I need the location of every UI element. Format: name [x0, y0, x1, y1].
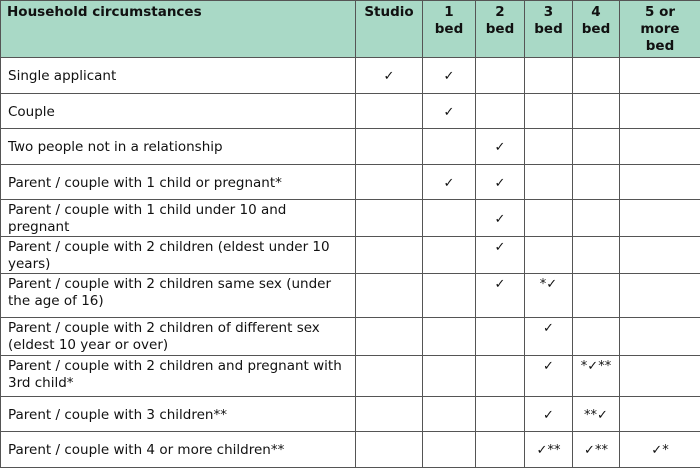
eligibility-cell [525, 129, 573, 165]
eligibility-cell [620, 237, 700, 274]
eligibility-cell [356, 237, 423, 274]
eligibility-cell [525, 94, 573, 129]
eligibility-cell [573, 200, 620, 237]
column-header: 1 bed [423, 1, 476, 58]
eligibility-cell [620, 58, 700, 94]
eligibility-cell [423, 129, 476, 165]
eligibility-cell [356, 129, 423, 165]
eligibility-cell: ✓ [525, 318, 573, 356]
row-label: Parent / couple with 2 children (eldest under 10 years) [1, 237, 356, 274]
eligibility-cell [573, 58, 620, 94]
eligibility-cell [620, 318, 700, 356]
eligibility-cell: ✓ [356, 58, 423, 94]
eligibility-cell: ✓ [476, 165, 525, 200]
table-row [1, 318, 700, 356]
eligibility-cell [356, 432, 423, 468]
eligibility-cell [620, 129, 700, 165]
eligibility-cell [573, 274, 620, 318]
table-row [1, 397, 700, 432]
column-header: 4 bed [573, 1, 620, 58]
eligibility-cell [620, 165, 700, 200]
column-header: Household circumstances [1, 1, 356, 58]
eligibility-cell [620, 200, 700, 237]
eligibility-cell: **✓ [573, 397, 620, 432]
eligibility-cell [356, 397, 423, 432]
table-row [1, 274, 700, 318]
column-header: Studio [356, 1, 423, 58]
column-header: 5 or more bed [620, 1, 700, 58]
eligibility-cell [476, 318, 525, 356]
row-label: Parent / couple with 1 child under 10 and pregnant [1, 200, 356, 237]
eligibility-cell [525, 200, 573, 237]
eligibility-cell: ✓ [525, 356, 573, 397]
eligibility-cell: ✓ [423, 58, 476, 94]
eligibility-cell: ✓* [620, 432, 700, 468]
eligibility-cell [423, 318, 476, 356]
eligibility-cell [356, 200, 423, 237]
eligibility-cell [573, 318, 620, 356]
eligibility-cell [525, 237, 573, 274]
row-label: Parent / couple with 2 children and pregnant with 3rd child* [1, 356, 356, 397]
row-label: Parent / couple with 3 children** [1, 397, 356, 432]
header-row [1, 1, 700, 58]
eligibility-cell: ✓ [525, 397, 573, 432]
eligibility-cell: ✓** [573, 432, 620, 468]
eligibility-cell [573, 129, 620, 165]
eligibility-cell: ✓ [423, 94, 476, 129]
eligibility-cell [423, 356, 476, 397]
table-row [1, 129, 700, 165]
eligibility-cell [423, 432, 476, 468]
table-row [1, 94, 700, 129]
eligibility-cell [573, 165, 620, 200]
row-label: Two people not in a relationship [1, 129, 356, 165]
eligibility-cell [356, 274, 423, 318]
eligibility-cell [476, 94, 525, 129]
table-row [1, 200, 700, 237]
row-label: Parent / couple with 2 children of different sex (eldest 10 year or over) [1, 318, 356, 356]
eligibility-cell [356, 165, 423, 200]
eligibility-cell [423, 200, 476, 237]
eligibility-cell [476, 58, 525, 94]
column-header: 3 bed [525, 1, 573, 58]
eligibility-cell: ✓ [423, 165, 476, 200]
column-header: 2 bed [476, 1, 525, 58]
row-label: Parent / couple with 2 children same sex (under the age of 16) [1, 274, 356, 318]
eligibility-cell [573, 237, 620, 274]
eligibility-cell [620, 274, 700, 318]
eligibility-cell: ✓ [476, 274, 525, 318]
row-label: Parent / couple with 1 child or pregnant* [1, 165, 356, 200]
eligibility-cell: ✓** [525, 432, 573, 468]
eligibility-cell [620, 94, 700, 129]
eligibility-cell [620, 356, 700, 397]
eligibility-cell [573, 94, 620, 129]
eligibility-cell [356, 318, 423, 356]
eligibility-cell [620, 397, 700, 432]
eligibility-cell: *✓ [525, 274, 573, 318]
eligibility-cell [356, 94, 423, 129]
eligibility-cell [423, 397, 476, 432]
table-row [1, 356, 700, 397]
eligibility-cell: *✓** [573, 356, 620, 397]
eligibility-cell [356, 356, 423, 397]
eligibility-cell: ✓ [476, 200, 525, 237]
table-row [1, 432, 700, 468]
row-label: Parent / couple with 4 or more children** [1, 432, 356, 468]
eligibility-cell: ✓ [476, 129, 525, 165]
eligibility-cell [423, 274, 476, 318]
eligibility-cell: ✓ [476, 237, 525, 274]
table-row [1, 58, 700, 94]
table-row [1, 165, 700, 200]
eligibility-cell [423, 237, 476, 274]
eligibility-cell [525, 165, 573, 200]
eligibility-cell [525, 58, 573, 94]
row-label: Couple [1, 94, 356, 129]
eligibility-cell [476, 397, 525, 432]
row-label: Single applicant [1, 58, 356, 94]
eligibility-cell [476, 432, 525, 468]
eligibility-cell [476, 356, 525, 397]
table-row [1, 237, 700, 274]
